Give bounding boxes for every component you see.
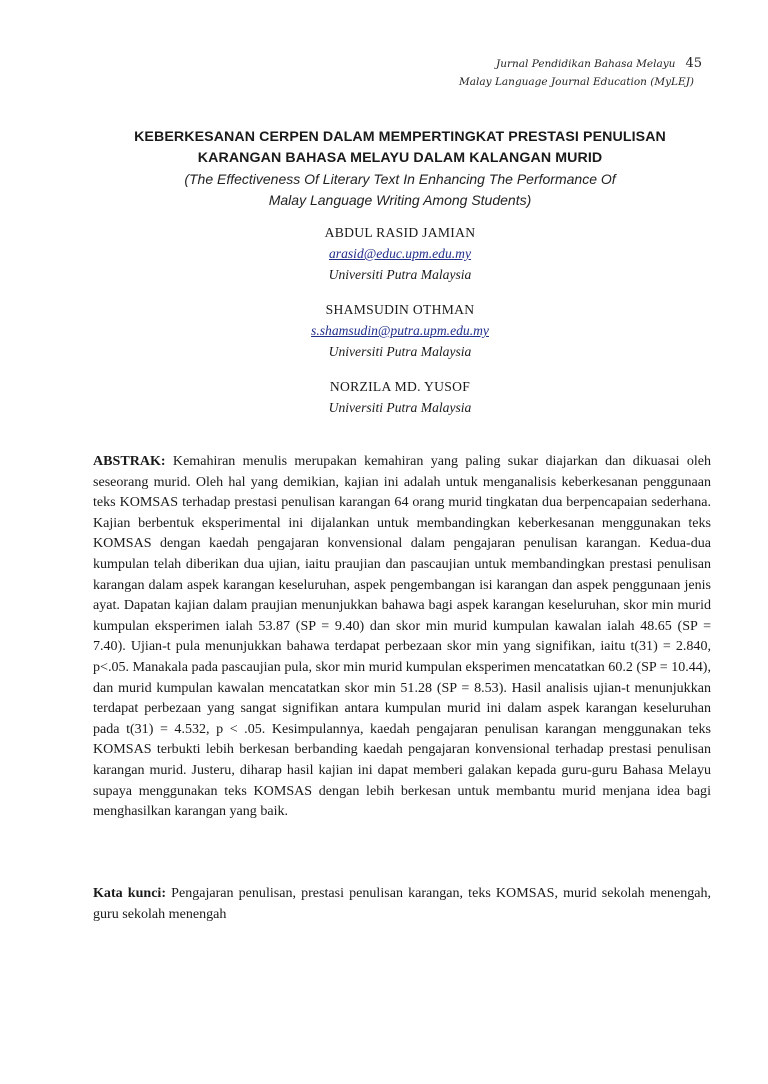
paper-title-line-1: KEBERKESANAN CERPEN DALAM MEMPERTINGKAT PRESTASI PENULISAN: [134, 129, 666, 145]
keywords-label: Kata kunci:: [93, 885, 167, 901]
keywords-text: Pengajaran penulisan, prestasi penulisan karangan, teks KOMSAS, murid sekolah menengah, guru sekolah menengah: [93, 885, 712, 922]
keywords-paragraph: [93, 883, 711, 924]
abstract-text: Kemahiran menulis merupakan kemahiran yang paling sukar diajarkan dan dikuasai oleh seseorang murid. Oleh hal yang demikian, kajian ini adalah untuk menganalisis keberkesanan penggunaan teks KOMSAS terhadap prestasi penulisan karangan 64 orang murid tingkatan dua berpencapaian sederhana. Kajian berbentuk eksperimental ini dijalankan untuk membandingkan keberkesanan menggunakan teks KOMSAS dengan kaedah pengajaran konvensional dalam pengajaran penulisan karangan. Kedua-dua kumpulan telah diberikan dua ujian, iaitu praujian dan pascaujian untuk membandingkan prestasi penulisan karangan dalam aspek karangan keseluruhan, aspek pengembangan isi karangan dan aspek penggunaan jenis ayat. Dapatan kajian dalam praujian menunjukkan bahawa bagi aspek karangan keseluruhan, skor min murid kumpulan eksperimen ialah 53.87 (SP = 9.40) dan skor min murid kumpulan kawalan ialah 48.65 (SP = 7.40). Ujian-t pula menunjukkan bahawa terdapat perbezaan skor min yang signifikan, iaitu t(31) = 2.840, p<.05. Manakala pada pascaujian pula, skor min murid kumpulan eksperimen mencatatkan 60.2 (SP = 10.44), dan murid kumpulan kawalan mencatatkan skor min 51.28 (SP = 8.53). Hasil analisis ujian-t menunjukkan terdapat perbezaan yang sangat signifikan antara kumpulan murid ini dalam aspek karangan keseluruhan pada t(31) = 4.532, p < .05. Kesimpulannya, kaedah pengajaran penulisan karangan menggunakan teks KOMSAS terbukti lebih berkesan berbanding kaedah pengajaran konvensional terhadap prestasi penulisan karangan murid. Justeru, diharap hasil kajian ini dapat memberi galakan kepada guru-guru Bahasa Melayu supaya menggunakan teks KOMSAS dengan lebih berkesan untuk membantu murid menjana idea bagi menghasilkan karangan yang baik.: [93, 453, 712, 820]
author-affiliation: Universiti Putra Malaysia: [328, 344, 472, 359]
author-3: [150, 376, 650, 418]
author-name: ABDUL RASID JAMIAN: [324, 225, 476, 240]
author-2: [150, 299, 650, 362]
journal-english-name: Malay Language Journal Education (MyLEJ): [459, 76, 694, 88]
paper-subtitle-line-2: Malay Language Writing Among Students): [268, 192, 532, 208]
title-block: [90, 127, 710, 211]
author-affiliation: Universiti Putra Malaysia: [328, 400, 472, 415]
abstract-paragraph: [93, 451, 711, 822]
journal-name: Jurnal Pendidikan Bahasa Melayu: [496, 58, 676, 70]
journal-header-line: [496, 56, 702, 71]
author-1: [150, 222, 650, 285]
author-email-link[interactable]: arasid@educ.upm.edu.my: [329, 246, 471, 261]
author-name: SHAMSUDIN OTHMAN: [325, 302, 475, 317]
page-number: 45: [685, 56, 702, 71]
paper-subtitle-line-1: (The Effectiveness Of Literary Text In Enhancing The Performance Of: [184, 171, 616, 187]
abstract-label: ABSTRAK:: [93, 453, 166, 469]
author-affiliation: Universiti Putra Malaysia: [328, 267, 472, 282]
author-name: NORZILA MD. YUSOF: [329, 379, 471, 394]
paper-title-line-2: KARANGAN BAHASA MELAYU DALAM KALANGAN MURID: [197, 150, 603, 166]
author-email-link[interactable]: s.shamsudin@putra.upm.edu.my: [311, 323, 489, 338]
